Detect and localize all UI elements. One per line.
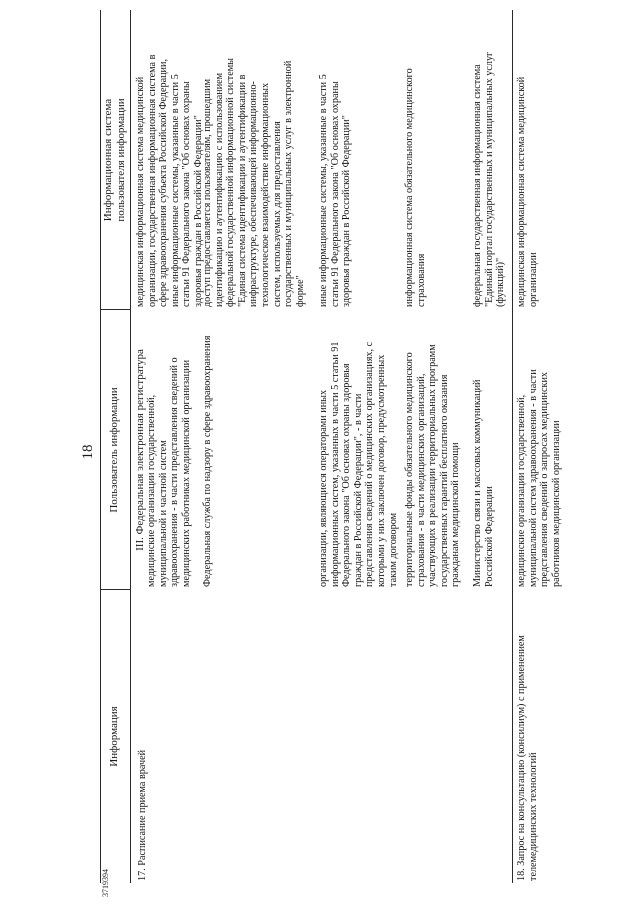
page-number: 18 xyxy=(80,444,96,460)
row17-user-system-operators: организации, являющиеся операторами иных информационных систем, указанных в части 5 статьи 91 Федерального закона "Об основах охраны здоровья граждан в Российской Федерации", - в части представления сведений о медицинских организациях, с которыми у них заключен договор, предусмотренных таким договором xyxy=(318,341,399,587)
row17-system-gosuslugi: федеральная государственная информационная система "Единый портал государственных и муниципальных услуг (функций)" xyxy=(472,51,507,307)
section-title: III. Федеральная электронная регистратура xyxy=(134,349,146,551)
header-user-information-system: Информационная система пользователя информации xyxy=(102,98,127,222)
row17-user-mincomsvyaz: Министерство связи и массовых коммуникаций Российской Федерации xyxy=(472,379,495,587)
table-header-bottom-border xyxy=(130,10,131,883)
header-information: Информация xyxy=(108,706,120,767)
row-separator xyxy=(512,10,513,883)
row17-user-territorial-funds: территориальные фонды обязательного медицинского страхования - в части медицинских организаций, участвующих в реализации территориальных программ государственных гарантий бесплатного оказания гражданам медицинской помощи xyxy=(404,344,462,587)
row17-information: 17. Расписание приема врачей xyxy=(137,749,148,881)
table-top-border xyxy=(100,10,101,883)
row17-system-other-systems: иные информационные системы, указанные в части 5 статьи 91 Федерального закона "Об основах охраны здоровья граждан в Российской Федерации" xyxy=(318,74,353,307)
row17-user-medical-orgs: медицинские организации государственной, муниципальной и частной систем здравоохранения - в части представления сведений о медицинских работниках медицинской организации xyxy=(146,357,192,587)
row17-system-medical-orgs: медицинская информационная система медицинской организации, государственная информационная система в сфере здравоохранения субъекта Российской Федерации, иные информационные системы, указанные в части 5 статьи 91 Федерального закона "Об основах охраны здоровья граждан в Российской Федерации" xyxy=(135,54,204,307)
header-information-user: Пользователь информации xyxy=(108,387,120,513)
row17-system-roszdravnadzor: доступ предоставляется пользователям, прошедшим идентификацию и аутентификацию с использованием федеральной государственной информационной системы "Единая система идентификации и аутентификации в инфраструктуре, обеспечивающей информационно- технологическое взаимодействие информационных систем, используемых для предоставления государственных и муниципальных услуг в электронной форме" xyxy=(202,57,306,307)
row17-user-roszdravnadzor: Федеральная служба по надзору в сфере здравоохранения xyxy=(202,335,213,587)
row17-system-oms: информационная система обязательного медицинского страхования xyxy=(404,68,427,307)
row18-user-medical-orgs: медицинские организации государственной, муниципальной систем здравоохранения - в части представления сведений о запросах медицинских работников медицинской организации xyxy=(516,369,562,587)
row18-system-medical-org: медицинская информационная система медицинской организации xyxy=(516,76,539,307)
doc-code: 3719394 xyxy=(101,869,110,897)
row18-information: 18. Запрос на консультацию (консилиум) с применением телемедицинских технологий xyxy=(516,635,539,881)
